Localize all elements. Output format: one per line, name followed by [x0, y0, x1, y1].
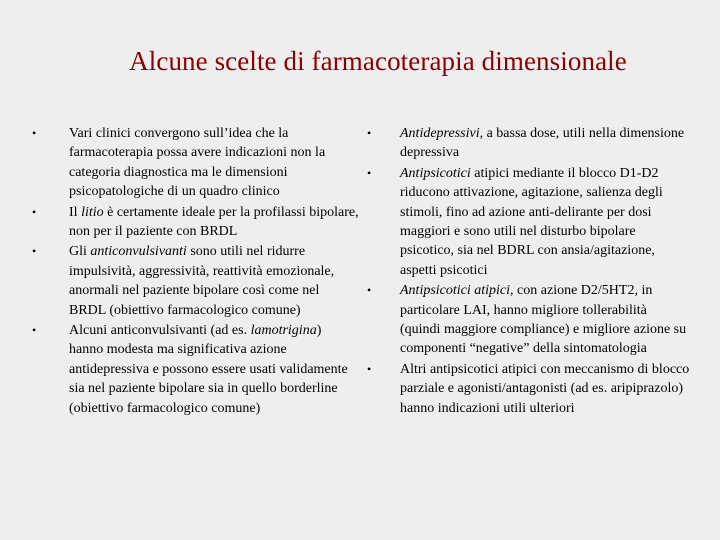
list-item [367, 164, 690, 280]
list-item-text: atipici mediante il blocco D1-D2 riducono attivazione, agitazione, salienza degli stimoli, fino ad azione anti-delirante per dosi maggiori e sono utili nel disturbo bipolare psicotico, sia nel BDRL con ansia/agitazione, aspetti psicotici [400, 165, 663, 278]
list-item [32, 242, 359, 320]
bullet-icon: • [367, 361, 372, 376]
emphasized-term: Antipsicotici [400, 165, 471, 181]
bullet-icon: • [32, 244, 37, 259]
list-item-text: , con azione D2/5HT2, in particolare LAI, hanno migliore tollerabilità (quindi maggiore compliance) e migliore azione su componenti “negative” della sintomatologia [400, 283, 687, 357]
emphasized-term: litio [81, 204, 104, 220]
bullet-icon: • [367, 126, 372, 140]
slide-title: Alcune scelte di farmacoterapia dimensionale [129, 46, 627, 76]
list-item-text: a bassa dose, utili nella dimensione depressiva [400, 126, 685, 161]
bullet-icon: • [32, 126, 37, 140]
list-item-text: ) hanno modesta ma significativa azione antidepressiva e possono essere usati validamente sia nel paziente bipolare sia in quello borderline (obiettivo farmacologico comune) [69, 323, 348, 416]
emphasized-term: Antipsicotici atipici [400, 283, 511, 299]
list-item [32, 124, 359, 202]
list-item-text: Gli [69, 244, 91, 260]
list-item [367, 360, 690, 418]
emphasized-term: anticonvulsivanti [90, 244, 187, 260]
list-item-text: Alcuni anticonvulsivanti (ad es. [69, 323, 251, 339]
list-item [367, 281, 690, 359]
list-item-text: Altri antipsicotici atipici con meccanismo di blocco parziale e agonisti/antagonisti (ad es. aripiprazolo) hanno indicazioni utili ulteriori [400, 361, 690, 416]
emphasized-term: lamotrigina [250, 323, 317, 339]
list-item-text: sono utili nel ridurre impulsività, aggressività, reattività emozionale, anormali nel paziente bipolare così come nel BRDL (obiettivo farmacologico comune) [69, 244, 335, 318]
list-item [32, 321, 359, 418]
list-item [367, 124, 690, 163]
right-bullet-list [367, 124, 690, 419]
list-item-text: Il [69, 204, 82, 220]
bullet-icon: • [32, 323, 37, 338]
bullet-icon: • [367, 165, 372, 180]
list-item-text: Vari clinici convergono sull’idea che la farmacoterapia possa avere indicazioni non la categoria diagnostica ma le dimensioni psicopatologiche di un quadro clinico [69, 126, 326, 200]
list-item [32, 203, 359, 242]
bullet-icon: • [32, 204, 37, 219]
emphasized-term: Antidepressivi, [400, 126, 484, 141]
list-item-text: è certamente ideale per la profilassi bipolare, non per il paziente con BRDL [69, 204, 359, 240]
left-bullet-list [32, 124, 359, 419]
bullet-icon: • [367, 283, 372, 298]
